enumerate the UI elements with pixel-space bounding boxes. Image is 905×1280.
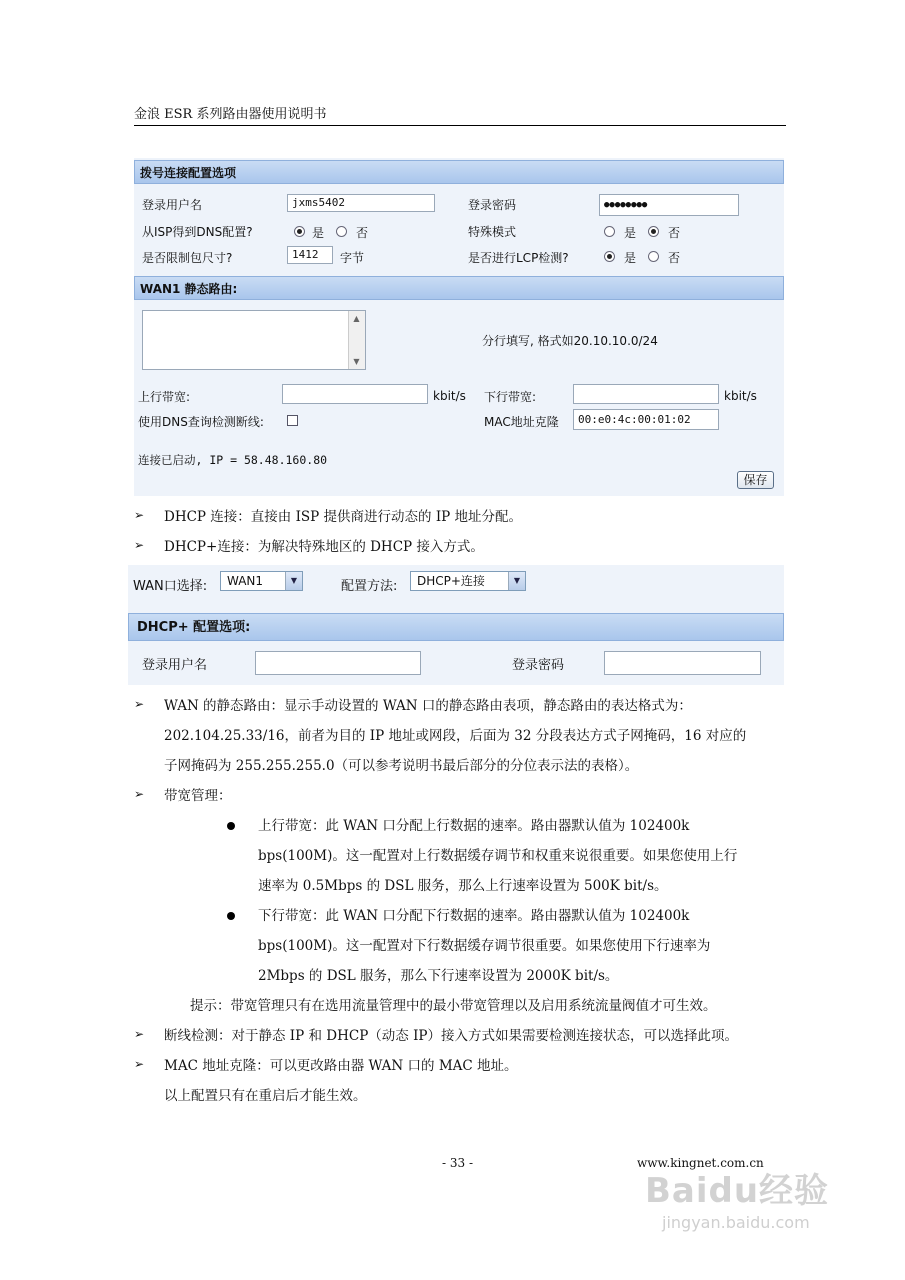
dhcp-plus-section-title: DHCP+ 配置选项: xyxy=(128,613,784,641)
down-bandwidth-line-1: 下行带宽：此 WAN 口分配下行数据的速率。路由器默认值为 102400k xyxy=(258,908,690,924)
static-route-line-2: 202.104.25.33/16，前者为目的 IP 地址或网段，后面为 32 分段表达方式子网掩码，16 对应的 xyxy=(164,728,747,744)
wan-select[interactable] xyxy=(220,571,303,591)
lcp-no-label: 否 xyxy=(668,251,681,265)
down-bandwidth-unit: kbit/s xyxy=(724,389,757,403)
bullet-dot-icon xyxy=(227,822,235,830)
static-route-textarea[interactable] xyxy=(142,310,366,370)
dns-yes-label: 是 xyxy=(312,226,325,240)
page-number: - 33 - xyxy=(442,1156,474,1170)
static-route-line-3: 子网掩码为 255.255.255.0（可以参考说明书最后部分的分位表示法的表格）。 xyxy=(164,758,639,774)
mac-clone-text: MAC 地址克隆：可以更改路由器 WAN 口的 MAC 地址。 xyxy=(164,1058,518,1074)
lcp-yes-label: 是 xyxy=(624,251,637,265)
up-bandwidth-line-2: bps(100M)。这一配置对上行数据缓存调节和权重来说很重要。如果您使用上行 xyxy=(258,848,738,864)
bandwidth-tip: 提示：带宽管理只有在选用流量管理中的最小带宽管理以及启用系统流量阀值才可生效。 xyxy=(190,998,717,1014)
username-label: 登录用户名 xyxy=(142,198,203,212)
up-bandwidth-input[interactable] xyxy=(282,384,428,404)
down-bandwidth-input[interactable] xyxy=(573,384,719,404)
textarea-scrollbar[interactable] xyxy=(348,311,365,369)
special-no-label: 否 xyxy=(668,226,681,240)
up-bandwidth-unit: kbit/s xyxy=(433,389,466,403)
dns-from-isp-label: 从ISP得到DNS配置? xyxy=(142,225,253,239)
connection-status: 连接已启动, IP = 58.48.160.80 xyxy=(138,453,328,467)
dns-check-checkbox[interactable] xyxy=(287,415,298,426)
config-method-label: 配置方法: xyxy=(341,579,398,594)
dhcp-plus-panel xyxy=(128,565,784,685)
dhcp-password-label: 登录密码 xyxy=(512,658,565,673)
header-rule xyxy=(134,125,786,126)
arrow-bullet-icon: ➢ xyxy=(134,508,145,522)
dns-no-radio[interactable] xyxy=(336,226,347,237)
dial-config-panel xyxy=(134,158,784,496)
packet-size-input[interactable]: 1412 xyxy=(287,246,333,264)
route-format-hint: 分行填写, 格式如20.10.10.0/24 xyxy=(482,334,658,348)
mac-clone-input[interactable]: 00:e0:4c:00:01:02 xyxy=(573,409,719,430)
dial-section-title: 拨号连接配置选项 xyxy=(134,160,784,184)
config-method-select[interactable] xyxy=(410,571,526,591)
baidu-watermark-url: jingyan.baidu.com xyxy=(662,1213,810,1232)
dhcp-description: DHCP 连接：直接由 ISP 提供商进行动态的 IP 地址分配。 xyxy=(164,509,523,525)
limit-packet-label: 是否限制包尺寸? xyxy=(142,251,233,265)
save-button[interactable]: 保存 xyxy=(737,471,774,489)
dhcp-password-input[interactable] xyxy=(604,651,761,675)
scroll-up-icon[interactable]: ▲ xyxy=(353,314,360,323)
wan-select-label: WAN口选择: xyxy=(133,579,208,594)
wan-select-value: WAN1 xyxy=(227,574,264,588)
arrow-bullet-icon: ➢ xyxy=(134,787,145,801)
dns-check-label: 使用DNS查询检测断线: xyxy=(138,415,264,429)
lcp-check-label: 是否进行LCP检测? xyxy=(468,251,569,265)
footer-url: www.kingnet.com.cn xyxy=(637,1156,764,1170)
baidu-watermark-logo: Baidu经验 xyxy=(645,1171,830,1211)
down-bandwidth-line-3: 2Mbps 的 DSL 服务，那么下行速率设置为 2000K bit/s。 xyxy=(258,968,619,984)
down-bandwidth-line-2: bps(100M)。这一配置对下行数据缓存调节很重要。如果您使用下行速率为 xyxy=(258,938,711,954)
arrow-bullet-icon: ➢ xyxy=(134,697,145,711)
down-bandwidth-label: 下行带宽: xyxy=(484,390,537,404)
static-route-title: WAN1 静态路由: xyxy=(134,276,784,300)
bytes-unit: 字节 xyxy=(340,251,365,265)
special-yes-label: 是 xyxy=(624,226,637,240)
restart-note: 以上配置只有在重启后才能生效。 xyxy=(164,1088,367,1104)
dns-yes-radio[interactable] xyxy=(294,226,305,237)
up-bandwidth-line-1: 上行带宽：此 WAN 口分配上行数据的速率。路由器默认值为 102400k xyxy=(258,818,690,834)
dhcp-username-input[interactable] xyxy=(255,651,421,675)
disconnect-detect-text: 断线检测：对于静态 IP 和 DHCP（动态 IP）接入方式如果需要检测连接状态，可以选择此项。 xyxy=(164,1028,739,1044)
bandwidth-title: 带宽管理： xyxy=(164,788,232,804)
password-label: 登录密码 xyxy=(468,198,517,212)
config-method-value: DHCP+连接 xyxy=(417,574,485,588)
dns-no-label: 否 xyxy=(356,226,369,240)
lcp-no-radio[interactable] xyxy=(648,251,659,262)
special-no-radio[interactable] xyxy=(648,226,659,237)
arrow-bullet-icon: ➢ xyxy=(134,1027,145,1041)
chevron-down-icon[interactable]: ▼ xyxy=(285,572,302,590)
username-input[interactable]: jxms5402 xyxy=(287,194,435,212)
scroll-down-icon[interactable]: ▼ xyxy=(353,357,360,366)
lcp-yes-radio[interactable] xyxy=(604,251,615,262)
mac-clone-label: MAC地址克隆 xyxy=(484,415,559,429)
chevron-down-icon[interactable]: ▼ xyxy=(508,572,525,590)
arrow-bullet-icon: ➢ xyxy=(134,1057,145,1071)
dhcp-plus-description: DHCP+连接：为解决特殊地区的 DHCP 接入方式。 xyxy=(164,539,484,555)
bullet-dot-icon xyxy=(227,912,235,920)
up-bandwidth-label: 上行带宽: xyxy=(138,390,191,404)
password-input[interactable]: ●●●●●●●● xyxy=(599,194,739,216)
static-route-line-1: WAN 的静态路由：显示手动设置的 WAN 口的静态路由表项，静态路由的表达格式为： xyxy=(164,698,692,714)
arrow-bullet-icon: ➢ xyxy=(134,538,145,552)
dhcp-username-label: 登录用户名 xyxy=(142,658,208,673)
up-bandwidth-line-3: 速率为 0.5Mbps 的 DSL 服务，那么上行速率设置为 500K bit/s。 xyxy=(258,878,668,894)
special-yes-radio[interactable] xyxy=(604,226,615,237)
special-mode-label: 特殊模式 xyxy=(468,225,517,239)
document-header-title: 金浪 ESR 系列路由器使用说明书 xyxy=(134,107,327,122)
